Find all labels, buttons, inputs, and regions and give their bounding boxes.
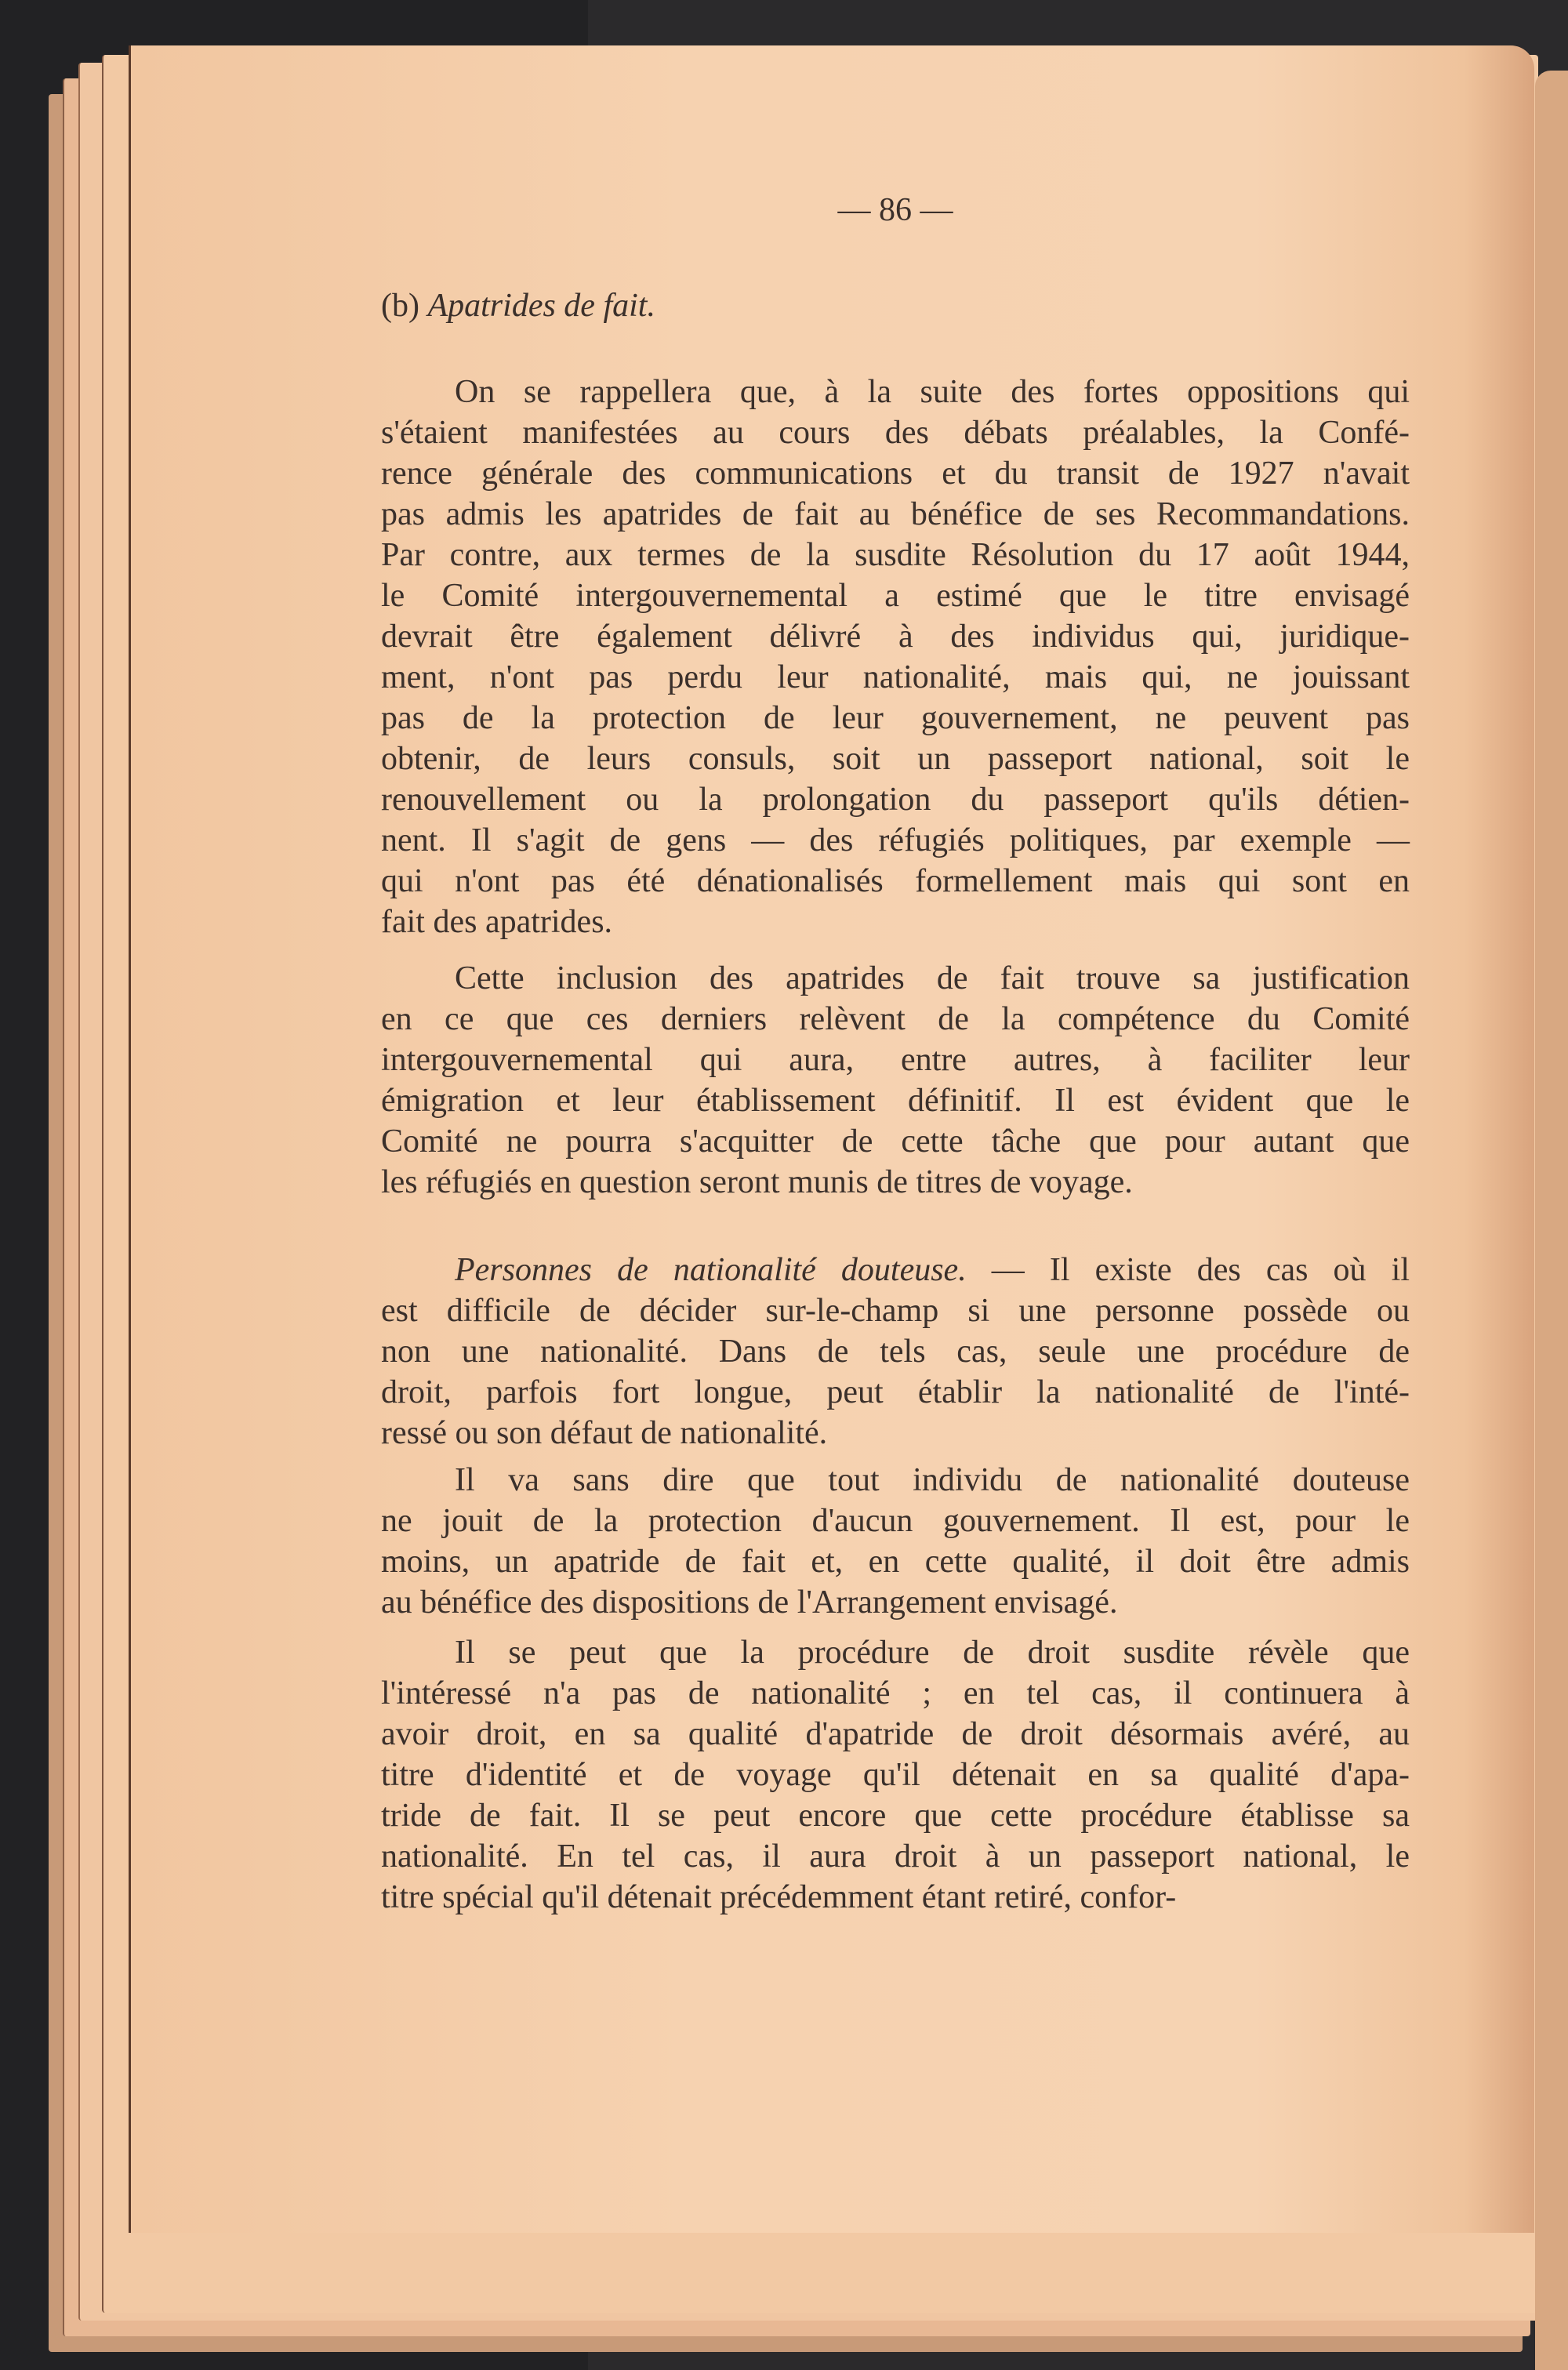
- paragraph: [381, 372, 1410, 942]
- text-line: tride de fait. Il se peut encore que cette procédure établisse sa: [381, 1798, 1410, 1834]
- run-in-heading: Personnes de nationalité douteuse.: [455, 1252, 967, 1288]
- text-line: nationalité. En tel cas, il aura droit à un passeport national, le: [381, 1838, 1410, 1875]
- paragraph: [381, 1632, 1410, 1918]
- page-number: — 86 —: [837, 192, 953, 228]
- text-line: au bénéfice des dispositions de l'Arrangement envisagé.: [381, 1584, 1118, 1621]
- section-heading-title: Apatrides de fait.: [427, 288, 655, 324]
- text-line: pas de la protection de leur gouvernement, ne peuvent pas: [381, 700, 1410, 736]
- text-line: On se rappellera que, à la suite des fortes oppositions qui: [455, 374, 1410, 410]
- text-line: qui n'ont pas été dénationalisés formellement mais qui sont en: [381, 863, 1410, 899]
- text-line: Il va sans dire que tout individu de nationalité douteuse: [455, 1462, 1410, 1498]
- text-line: ne jouit de la protection d'aucun gouvernement. Il est, pour le: [381, 1503, 1410, 1539]
- paragraph: [381, 958, 1410, 1203]
- text-line: [381, 1250, 1410, 1290]
- text-line: l'intéressé n'a pas de nationalité ; en tel cas, il continuera à: [381, 1675, 1410, 1711]
- body-text: [381, 372, 1410, 1918]
- text-line: droit, parfois fort longue, peut établir la nationalité de l'inté-: [381, 1374, 1410, 1410]
- text-line: non une nationalité. Dans de tels cas, seule une procédure de: [381, 1334, 1410, 1370]
- paragraph: [381, 1250, 1410, 1454]
- text-line-rest: — Il existe des cas où il: [966, 1252, 1410, 1288]
- text-line: nent. Il s'agit de gens — des réfugiés politiques, par exemple —: [381, 822, 1410, 858]
- text-line: Cette inclusion des apatrides de fait trouve sa justification: [455, 960, 1410, 996]
- paragraph: [381, 1460, 1410, 1623]
- text-line: obtenir, de leurs consuls, soit un passeport national, soit le: [381, 741, 1410, 777]
- section-heading-prefix: (b): [381, 288, 419, 324]
- text-line: ment, n'ont pas perdu leur nationalité, mais qui, ne jouissant: [381, 659, 1410, 695]
- text-line: est difficile de décider sur-le-champ si une personne possède ou: [381, 1293, 1410, 1329]
- text-line: Par contre, aux termes de la susdite Résolution du 17 août 1944,: [381, 537, 1410, 573]
- text-line: titre spécial qu'il détenait précédemment étant retiré, confor-: [381, 1879, 1177, 1915]
- text-line: fait des apatrides.: [381, 904, 613, 940]
- text-line: titre d'identité et de voyage qu'il détenait en sa qualité d'apa-: [381, 1757, 1410, 1793]
- facing-page-edge: [1535, 71, 1568, 2370]
- text-line: pas admis les apatrides de fait au bénéfice de ses Recommandations.: [381, 496, 1410, 532]
- text-line: émigration et leur établissement définitif. Il est évident que le: [381, 1083, 1410, 1119]
- text-line: rence générale des communications et du transit de 1927 n'avait: [381, 455, 1410, 492]
- text-line: Il se peut que la procédure de droit susdite révèle que: [455, 1635, 1410, 1671]
- text-line: renouvellement ou la prolongation du passeport qu'ils détien-: [381, 782, 1410, 818]
- text-line: avoir droit, en sa qualité d'apatride de droit désormais avéré, au: [381, 1716, 1410, 1752]
- text-line: devrait être également délivré à des individus qui, juridique-: [381, 619, 1410, 655]
- section-heading: [381, 287, 655, 325]
- text-line: en ce que ces derniers relèvent de la compétence du Comité: [381, 1001, 1410, 1037]
- text-line: le Comité intergouvernemental a estimé que le titre envisagé: [381, 578, 1410, 614]
- text-line: les réfugiés en question seront munis de titres de voyage.: [381, 1164, 1133, 1200]
- text-line: s'étaient manifestées au cours des débats préalables, la Confé-: [381, 415, 1410, 451]
- text-line: Comité ne pourra s'acquitter de cette tâche que pour autant que: [381, 1123, 1410, 1160]
- text-line: intergouvernemental qui aura, entre autres, à faciliter leur: [381, 1042, 1410, 1078]
- text-line: ressé ou son défaut de nationalité.: [381, 1415, 828, 1451]
- text-line: moins, un apatride de fait et, en cette qualité, il doit être admis: [381, 1544, 1410, 1580]
